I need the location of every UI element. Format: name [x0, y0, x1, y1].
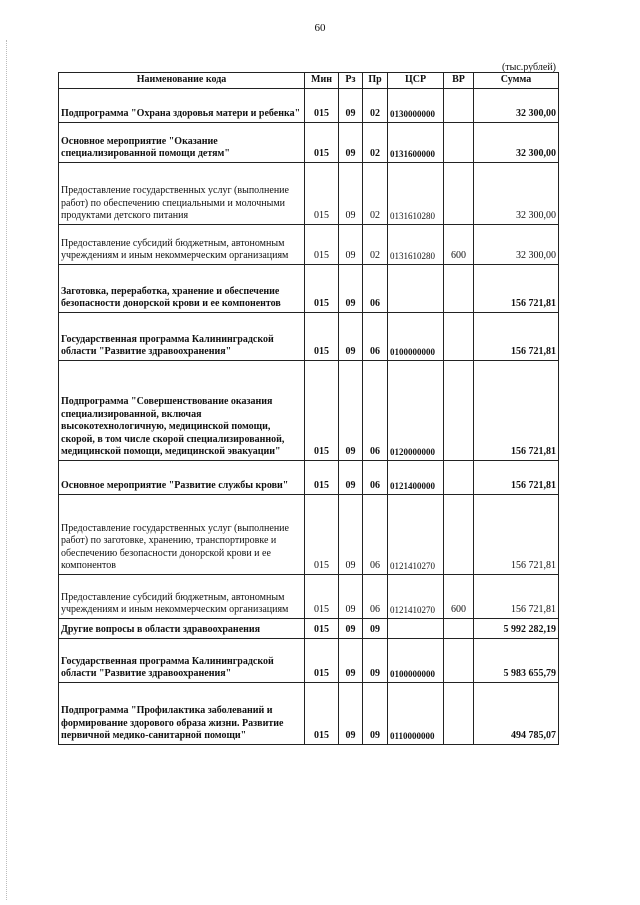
- pr-cell: 09: [363, 682, 388, 744]
- page-number: 60: [314, 22, 326, 34]
- sum-cell: 156 721,81: [474, 460, 559, 494]
- header-min: Мин: [305, 73, 339, 89]
- name-cell: Основное мероприятие "Развитие службы крови": [59, 460, 305, 494]
- vr-cell: [444, 682, 474, 744]
- csr-cell: 0100000000: [388, 638, 444, 682]
- scan-margin-mark: [6, 40, 9, 900]
- pr-cell: 09: [363, 618, 388, 638]
- sum-cell: 156 721,81: [474, 264, 559, 312]
- min-cell: 015: [305, 618, 339, 638]
- csr-cell: 0131610280: [388, 162, 444, 224]
- table-header-row: [59, 73, 559, 89]
- csr-cell: [388, 618, 444, 638]
- name-cell: Другие вопросы в области здравоохранения: [59, 618, 305, 638]
- min-cell: 015: [305, 682, 339, 744]
- vr-cell: [444, 618, 474, 638]
- sum-cell: 32 300,00: [474, 122, 559, 162]
- min-cell: 015: [305, 122, 339, 162]
- vr-cell: 600: [444, 574, 474, 618]
- csr-cell: 0121400000: [388, 460, 444, 494]
- table-row: [59, 122, 559, 162]
- min-cell: 015: [305, 360, 339, 460]
- sum-cell: 156 721,81: [474, 360, 559, 460]
- sum-cell: 32 300,00: [474, 224, 559, 264]
- vr-cell: [444, 162, 474, 224]
- vr-cell: [444, 264, 474, 312]
- rz-cell: 09: [339, 574, 363, 618]
- table-row: [59, 224, 559, 264]
- sum-cell: 156 721,81: [474, 494, 559, 574]
- rz-cell: 09: [339, 162, 363, 224]
- vr-cell: [444, 460, 474, 494]
- vr-cell: [444, 312, 474, 360]
- table-row: [59, 312, 559, 360]
- csr-cell: 0110000000: [388, 682, 444, 744]
- rz-cell: 09: [339, 224, 363, 264]
- header-name: Наименование кода: [59, 73, 305, 89]
- vr-cell: [444, 360, 474, 460]
- rz-cell: 09: [339, 682, 363, 744]
- csr-cell: 0100000000: [388, 312, 444, 360]
- sum-cell: 156 721,81: [474, 574, 559, 618]
- header-sum: Сумма: [474, 73, 559, 89]
- name-cell: Заготовка, переработка, хранение и обеспечение безопасности донорской крови и ее компонентов: [59, 264, 305, 312]
- header-csr: ЦСР: [388, 73, 444, 89]
- table-row: [59, 360, 559, 460]
- header-vr: ВР: [444, 73, 474, 89]
- name-cell: Предоставление субсидий бюджетным, автономным учреждениям и иным некоммерческим организациям: [59, 574, 305, 618]
- table-row: [59, 682, 559, 744]
- csr-cell: 0121410270: [388, 494, 444, 574]
- table-row: [59, 264, 559, 312]
- pr-cell: 06: [363, 574, 388, 618]
- table-body: [59, 88, 559, 744]
- name-cell: Основное мероприятие "Оказание специализированной помощи детям": [59, 122, 305, 162]
- pr-cell: 02: [363, 88, 388, 122]
- name-cell: Предоставление государственных услуг (выполнение работ) по заготовке, хранению, транспортировке и обеспечению безопасности донорской крови и ее компонентов: [59, 494, 305, 574]
- header-rz: Рз: [339, 73, 363, 89]
- budget-table: [58, 72, 559, 745]
- vr-cell: [444, 88, 474, 122]
- rz-cell: 09: [339, 122, 363, 162]
- min-cell: 015: [305, 312, 339, 360]
- min-cell: 015: [305, 264, 339, 312]
- name-cell: Государственная программа Калининградской области "Развитие здравоохранения": [59, 638, 305, 682]
- pr-cell: 02: [363, 162, 388, 224]
- rz-cell: 09: [339, 264, 363, 312]
- table-row: [59, 460, 559, 494]
- csr-cell: 0120000000: [388, 360, 444, 460]
- vr-cell: [444, 494, 474, 574]
- csr-cell: 0131610280: [388, 224, 444, 264]
- table-row: [59, 494, 559, 574]
- header-pr: Пр: [363, 73, 388, 89]
- min-cell: 015: [305, 638, 339, 682]
- csr-cell: 0131600000: [388, 122, 444, 162]
- min-cell: 015: [305, 494, 339, 574]
- min-cell: 015: [305, 574, 339, 618]
- name-cell: Государственная программа Калининградской области "Развитие здравоохранения": [59, 312, 305, 360]
- pr-cell: 02: [363, 224, 388, 264]
- table-row: [59, 162, 559, 224]
- sum-cell: 32 300,00: [474, 88, 559, 122]
- vr-cell: [444, 638, 474, 682]
- min-cell: 015: [305, 88, 339, 122]
- vr-cell: 600: [444, 224, 474, 264]
- table-row: [59, 88, 559, 122]
- csr-cell: 0130000000: [388, 88, 444, 122]
- min-cell: 015: [305, 162, 339, 224]
- rz-cell: 09: [339, 638, 363, 682]
- name-cell: Подпрограмма "Профилактика заболеваний и формирование здорового образа жизни. Развитие первичной медико-санитарной помощи": [59, 682, 305, 744]
- pr-cell: 06: [363, 360, 388, 460]
- table-row: [59, 638, 559, 682]
- rz-cell: 09: [339, 360, 363, 460]
- pr-cell: 06: [363, 312, 388, 360]
- rz-cell: 09: [339, 494, 363, 574]
- name-cell: Подпрограмма "Охрана здоровья матери и ребенка": [59, 88, 305, 122]
- pr-cell: 06: [363, 494, 388, 574]
- sum-cell: 5 983 655,79: [474, 638, 559, 682]
- name-cell: Подпрограмма "Совершенствование оказания специализированной, включая высокотехнологичную, медицинской помощи, скорой, в том числе скорой специализированной, медицинской помощи, медицинской эвакуации": [59, 360, 305, 460]
- name-cell: Предоставление государственных услуг (выполнение работ) по обеспечению специальными и молочными продуктами детского питания: [59, 162, 305, 224]
- sum-cell: 5 992 282,19: [474, 618, 559, 638]
- rz-cell: 09: [339, 312, 363, 360]
- pr-cell: 02: [363, 122, 388, 162]
- rz-cell: 09: [339, 88, 363, 122]
- csr-cell: [388, 264, 444, 312]
- table-row: [59, 618, 559, 638]
- rz-cell: 09: [339, 460, 363, 494]
- units-label: (тыс.рублей): [501, 62, 556, 73]
- rz-cell: 09: [339, 618, 363, 638]
- sum-cell: 494 785,07: [474, 682, 559, 744]
- csr-cell: 0121410270: [388, 574, 444, 618]
- min-cell: 015: [305, 460, 339, 494]
- sum-cell: 156 721,81: [474, 312, 559, 360]
- name-cell: Предоставление субсидий бюджетным, автономным учреждениям и иным некоммерческим организациям: [59, 224, 305, 264]
- pr-cell: 09: [363, 638, 388, 682]
- sum-cell: 32 300,00: [474, 162, 559, 224]
- table-row: [59, 574, 559, 618]
- pr-cell: 06: [363, 460, 388, 494]
- pr-cell: 06: [363, 264, 388, 312]
- min-cell: 015: [305, 224, 339, 264]
- vr-cell: [444, 122, 474, 162]
